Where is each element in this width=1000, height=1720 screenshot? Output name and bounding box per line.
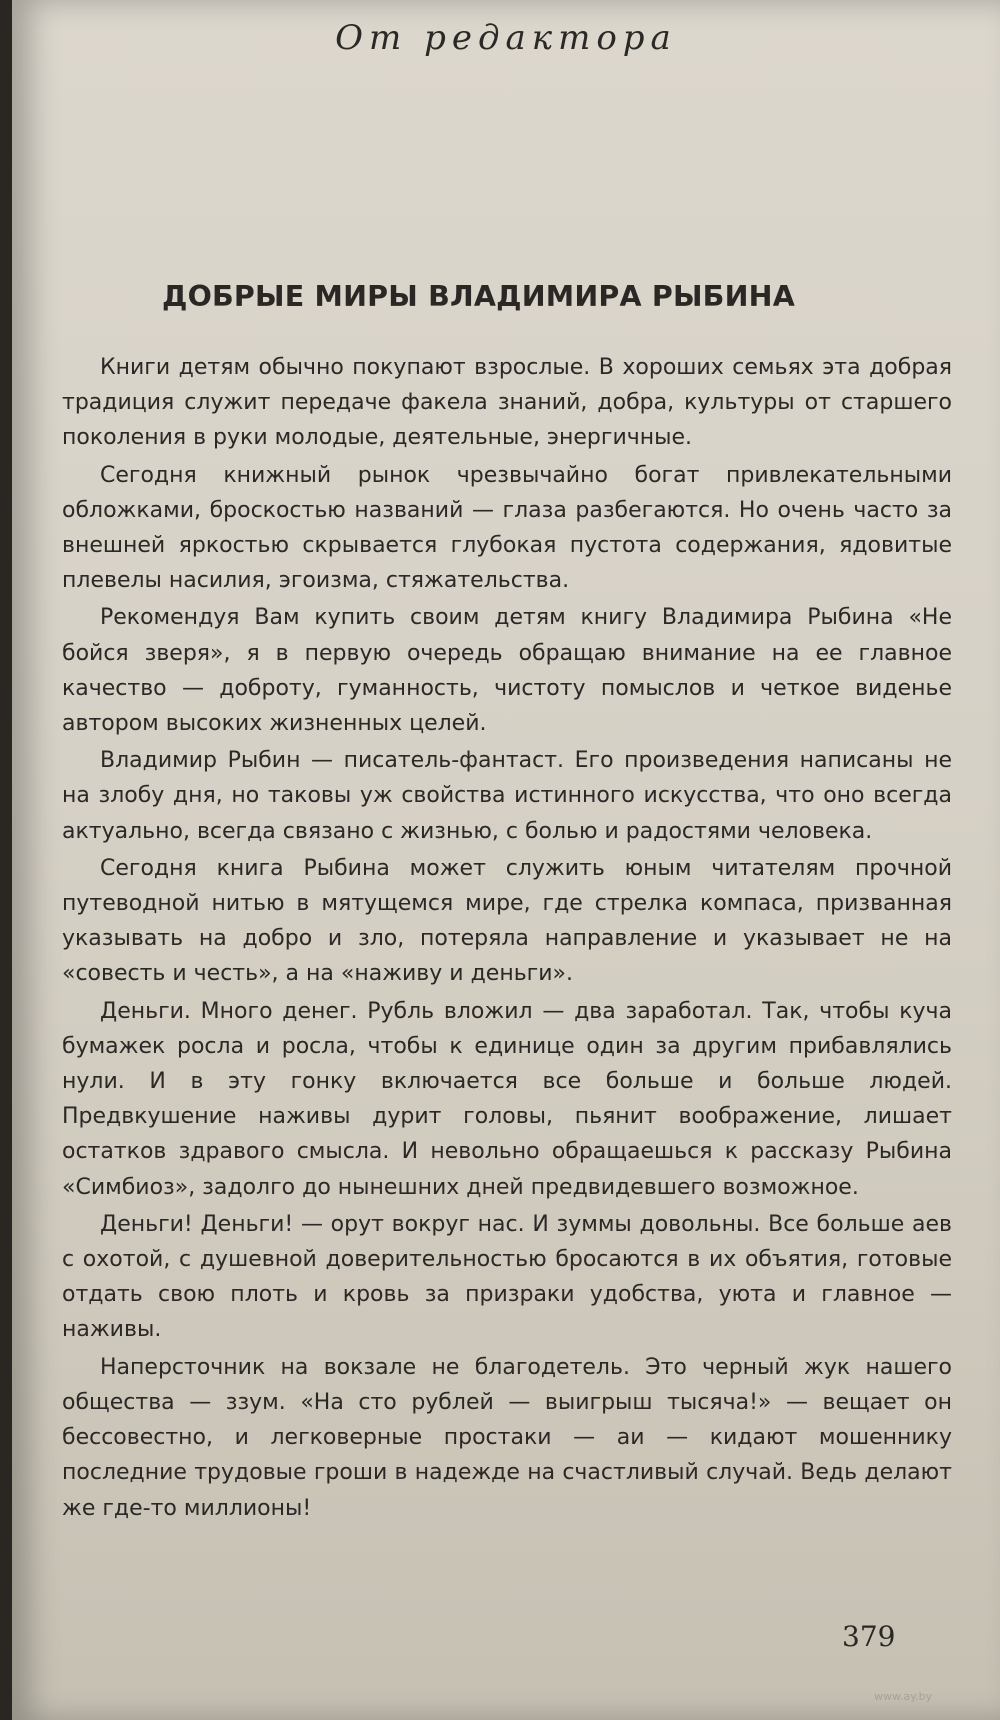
paragraph: Деньги. Много денег. Рубль вложил — два заработал. Так, чтобы куча бумажек росла и росла, чтобы к единице один за другим прибавлялись нули. И в эту гонку включается все больше и больше людей. Предвкушение наживы дурит головы, пьянит воображение, лишает остатков здравого смысла. И невольно обращаешься к рассказу Рыбина «Симбиоз», задолго до нынешних дней предвидевшего возможное. [62, 998, 952, 1200]
page-number: 379 [842, 1620, 896, 1653]
paragraph: Сегодня книжный рынок чрезвычайно богат привлекательными обложками, броскостью названий — глаза разбегаются. Но очень часто за внешней яркостью скрывается глубокая пустота содержания, ядовитые плевелы насилия, эгоизма, стяжательства. [62, 462, 952, 594]
book-page [12, 0, 1000, 1720]
paragraph: Деньги! Деньги! — орут вокруг нас. И зуммы довольны. Все больше аев с охотой, с душевной доверительностью бросаются в их объятия, готовые отдать свою плоть и кровь за призраки удобства, уюта и главное — наживы. [62, 1211, 952, 1343]
running-head: От редактора [335, 18, 677, 58]
article-body [62, 350, 952, 1528]
paragraph: Сегодня книга Рыбина может служить юным читателям прочной путеводной нитью в мятущемся мире, где стрелка компаса, призванная указывать на добро и зло, потеряла направление и указывает не на «совесть и честь», а на «наживу и деньги». [62, 855, 952, 987]
paragraph: Книги детям обычно покупают взрослые. В хороших семьях эта добрая традиция служит передаче факела знаний, добра, культуры от старшего поколения в руки молодые, деятельные, энергичные. [62, 355, 952, 451]
article-title: ДОБРЫЕ МИРЫ ВЛАДИМИРА РЫБИНА [162, 280, 795, 313]
paragraph: Наперсточник на вокзале не благодетель. Это черный жук нашего общества — ззум. «На сто рублей — выигрыш тысяча!» — вещает он бессовестно, и легковерные простаки — аи — кидают мошеннику последние трудовые гроши в надежде на счастливый случай. Ведь делают же где-то миллионы! [62, 1354, 952, 1521]
paragraph: Рекомендуя Вам купить своим детям книгу Владимира Рыбина «Не бойся зверя», я в первую очередь обращаю внимание на ее главное качество — доброту, гуманность, чистоту помыслов и четкое виденье автором высоких жизненных целей. [62, 605, 952, 737]
watermark: www.ay.by [874, 1690, 933, 1703]
paragraph: Владимир Рыбин — писатель-фантаст. Его произведения написаны не на злобу дня, но таковы уж свойства истинного искусства, что оно всегда актуально, всегда связано с жизнью, с болью и радостями человека. [62, 748, 952, 844]
